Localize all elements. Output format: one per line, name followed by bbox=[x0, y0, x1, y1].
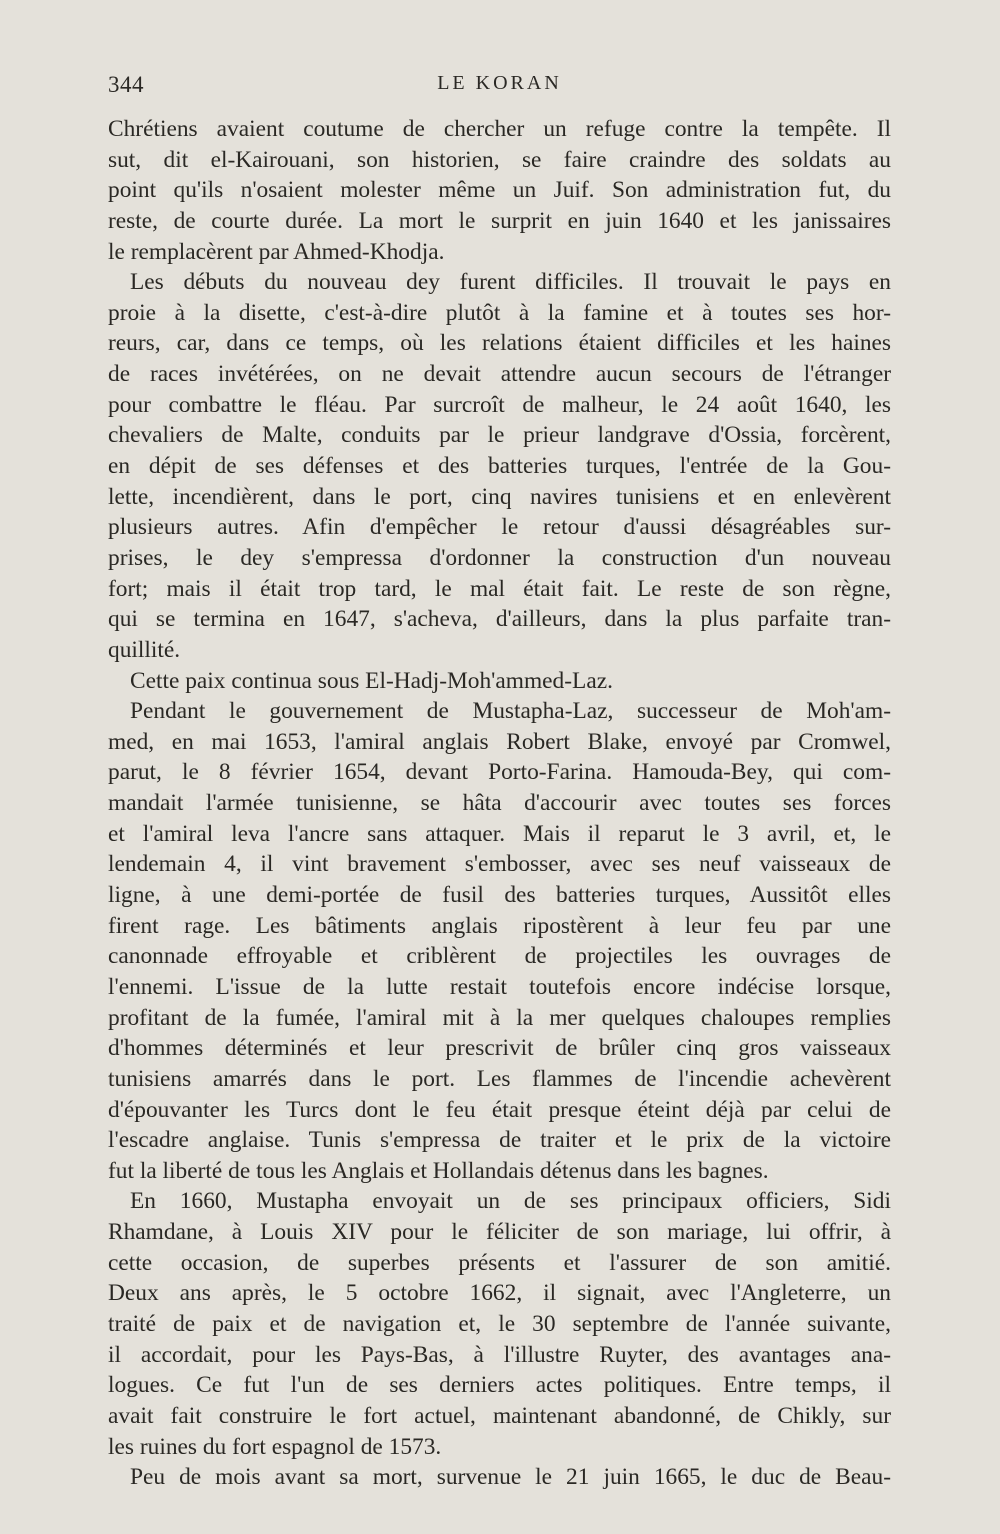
text-line: profitant de la fumée, l'amiral mit à la mer quelques chaloupes remplies bbox=[108, 1004, 891, 1031]
text-line: Rhamdane, à Louis XIV pour le féliciter de son mariage, lui offrir, à bbox=[108, 1219, 891, 1246]
text-line: lendemain 4, il vint bravement s'embosser, avec ses neuf vaisseaux de bbox=[108, 851, 891, 878]
text-line: mandait l'armée tunisienne, se hâta d'accourir avec toutes ses forces bbox=[108, 790, 891, 817]
text-line: Cette paix continua sous El-Hadj-Moh'ammed-Laz. bbox=[130, 667, 613, 694]
text-line: logues. Ce fut l'un de ses derniers actes politiques. Entre temps, il bbox=[108, 1372, 891, 1399]
text-line: fut la liberté de tous les Anglais et Hollandais détenus dans les bagnes. bbox=[108, 1157, 769, 1184]
text-line: En 1660, Mustapha envoyait un de ses principaux officiers, Sidi bbox=[130, 1188, 891, 1215]
text-line: point qu'ils n'osaient molester même un Juif. Son administration fut, du bbox=[108, 177, 891, 204]
page-header bbox=[108, 72, 891, 102]
text-line: lette, incendièrent, dans le port, cinq navires tunisiens et en enlevèrent bbox=[108, 483, 891, 510]
text-line: med, en mai 1653, l'amiral anglais Robert Blake, envoyé par Cromwel, bbox=[108, 728, 891, 755]
text-line: sut, dit el-Kairouani, son historien, se faire craindre des soldats au bbox=[108, 146, 891, 173]
text-line: parut, le 8 février 1654, devant Porto-Farina. Hamouda-Bey, qui com- bbox=[108, 759, 891, 786]
text-line: d'hommes déterminés et leur prescrivit de brûler cinq gros vaisseaux bbox=[108, 1035, 891, 1062]
body-text bbox=[108, 114, 891, 1493]
text-line: et l'amiral leva l'ancre sans attaquer. Mais il reparut le 3 avril, et, le bbox=[108, 820, 891, 847]
text-line: tunisiens amarrés dans le port. Les flammes de l'incendie achevèrent bbox=[108, 1065, 891, 1092]
text-line: ligne, à une demi-portée de fusil des batteries turques, Aussitôt elles bbox=[108, 882, 891, 909]
text-line: l'ennemi. L'issue de la lutte restait toutefois encore indécise lorsque, bbox=[108, 973, 891, 1000]
text-line: proie à la disette, c'est-à-dire plutôt à la famine et à toutes ses hor- bbox=[108, 299, 891, 326]
text-line: en dépit de ses défenses et des batteries turques, l'entrée de la Gou- bbox=[108, 453, 891, 480]
text-line: cette occasion, de superbes présents et l'assurer de son amitié. bbox=[108, 1249, 891, 1276]
text-line: Peu de mois avant sa mort, survenue le 21 juin 1665, le duc de Beau- bbox=[130, 1464, 891, 1491]
text-line: traité de paix et de navigation et, le 30 septembre de l'année suivante, bbox=[108, 1310, 891, 1337]
text-line: quillité. bbox=[108, 636, 181, 663]
text-line: le remplacèrent par Ahmed-Khodja. bbox=[108, 238, 445, 265]
text-line: Deux ans après, le 5 octobre 1662, il signait, avec l'Angleterre, un bbox=[108, 1280, 891, 1307]
running-title: LE KORAN bbox=[437, 72, 562, 94]
text-line: l'escadre anglaise. Tunis s'empressa de traiter et le prix de la victoire bbox=[108, 1127, 891, 1154]
text-line: de races invétérées, on ne devait attendre aucun secours de l'étranger bbox=[108, 361, 891, 388]
text-line: Chrétiens avaient coutume de chercher un refuge contre la tempête. Il bbox=[108, 116, 891, 142]
text-line: chevaliers de Malte, conduits par le prieur landgrave d'Ossia, forcèrent, bbox=[108, 422, 891, 449]
text-line: prises, le dey s'empressa d'ordonner la construction d'un nouveau bbox=[108, 544, 891, 571]
text-line: reurs, car, dans ce temps, où les relations étaient difficiles et les haines bbox=[108, 330, 891, 357]
text-line: Les débuts du nouveau dey furent difficiles. Il trouvait le pays en bbox=[130, 269, 891, 296]
text-line: Pendant le gouvernement de Mustapha-Laz, successeur de Moh'am- bbox=[130, 698, 891, 725]
text-line: canonnade effroyable et criblèrent de projectiles les ouvrages de bbox=[108, 943, 891, 970]
text-line: fort; mais il était trop tard, le mal était fait. Le reste de son règne, bbox=[108, 575, 891, 602]
text-line: firent rage. Les bâtiments anglais ripostèrent à leur feu par une bbox=[108, 912, 891, 939]
text-line: d'épouvanter les Turcs dont le feu était presque éteint déjà par celui de bbox=[108, 1096, 891, 1123]
text-line: plusieurs autres. Afin d'empêcher le retour d'aussi désagréables sur- bbox=[108, 514, 891, 541]
text-line: les ruines du fort espagnol de 1573. bbox=[108, 1433, 442, 1460]
text-line: il accordait, pour les Pays-Bas, à l'illustre Ruyter, des avantages ana- bbox=[108, 1341, 891, 1368]
text-line: qui se termina en 1647, s'acheva, d'ailleurs, dans la plus parfaite tran- bbox=[108, 606, 891, 633]
text-line: pour combattre le fléau. Par surcroît de malheur, le 24 août 1640, les bbox=[108, 391, 891, 418]
text-line: avait fait construire le fort actuel, maintenant abandonné, de Chikly, sur bbox=[108, 1402, 891, 1429]
text-line: reste, de courte durée. La mort le surprit en juin 1640 et les janissaires bbox=[108, 207, 891, 234]
page-number: 344 bbox=[108, 72, 144, 97]
